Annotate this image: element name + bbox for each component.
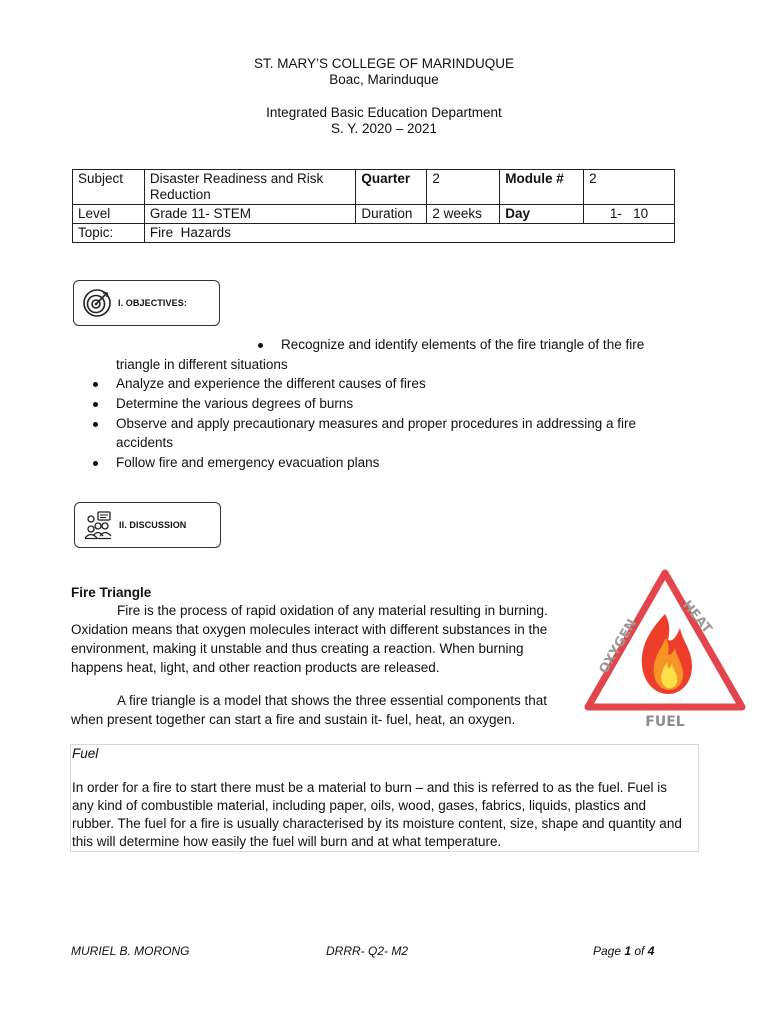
group-discussion-icon: [83, 510, 113, 540]
paragraph-line: In order for a fire to start there must be a material to burn – and this is referred to as the fuel. Fuel is: [72, 780, 668, 795]
module-info-table: [72, 169, 675, 243]
school-location: Boac, Marinduque: [329, 72, 439, 87]
quarter-value: 2: [427, 170, 500, 205]
level-value: Grade 11- STEM: [144, 205, 355, 224]
paragraph-line: happens heat, light, and other reaction products are released.: [71, 660, 440, 675]
objectives-section-header: [73, 280, 220, 326]
bullet-icon: [93, 382, 98, 387]
objective-item: Observe and apply precautionary measures and proper procedures in addressing a fire: [116, 416, 637, 431]
discussion-label: II. DISCUSSION: [119, 520, 187, 530]
paragraph-line: when present together can start a fire and sustain it- fuel, heat, an oxygen.: [71, 712, 516, 727]
paragraph-line: rubber. The fuel for a fire is usually characterised by its moisture content, size, shape and quantity and: [72, 816, 682, 831]
bullet-icon: [258, 343, 263, 348]
paragraph-line: this will determine how easily the fuel will burn and at what temperature.: [72, 834, 502, 849]
footer-page-number: Page 1 of 4: [593, 944, 655, 958]
school-year: S. Y. 2020 – 2021: [330, 121, 438, 136]
objective-item-continued: triangle in different situations: [116, 357, 288, 372]
table-row: [73, 224, 675, 243]
table-row: [73, 205, 675, 224]
footer-code: DRRR- Q2- M2: [326, 944, 409, 958]
paragraph-line: environment, making it unstable and thus creating a reaction. When burning: [71, 641, 524, 656]
subject-label: Subject: [73, 170, 145, 205]
discussion-section-header: [74, 502, 221, 548]
footer-author: MURIEL B. MORONG: [71, 944, 190, 958]
paragraph-line: Oxidation means that oxygen molecules interact with different substances in the: [71, 622, 548, 637]
section-heading: Fire Triangle: [71, 585, 152, 600]
objective-item: Recognize and identify elements of the fire triangle of the fire: [281, 337, 645, 352]
triangle-label-left: OXYGEN: [596, 616, 641, 677]
target-icon: [82, 288, 112, 318]
duration-value: 2 weeks: [427, 205, 500, 224]
day-label: Day: [500, 205, 584, 224]
objective-item: Analyze and experience the different causes of fires: [116, 376, 426, 391]
paragraph-line: any kind of combustible material, including paper, oils, wood, gases, fabrics, liquids, plastics and: [72, 798, 647, 813]
objective-item: Determine the various degrees of burns: [116, 396, 354, 411]
day-value: 1- 10: [584, 205, 675, 224]
bullet-icon: [93, 422, 98, 427]
triangle-label-bottom: FUEL: [645, 714, 685, 730]
paragraph-line: Fire is the process of rapid oxidation of any material resulting in burning.: [117, 603, 548, 618]
topic-label: Topic:: [73, 224, 145, 243]
duration-label: Duration: [356, 205, 427, 224]
subject-value: Disaster Readiness and Risk Reduction: [144, 170, 355, 205]
topic-value: Fire Hazards: [144, 224, 674, 243]
objectives-label: I. OBJECTIVES:: [118, 298, 187, 308]
triangle-label-right: HEAT: [678, 597, 715, 637]
objective-item: Follow fire and emergency evacuation plans: [116, 455, 380, 470]
department-name: Integrated Basic Education Department: [266, 105, 502, 120]
level-label: Level: [73, 205, 145, 224]
bullet-icon: [93, 461, 98, 466]
flame-icon: [642, 614, 692, 694]
bullet-icon: [93, 402, 98, 407]
paragraph-line: A fire triangle is a model that shows the three essential components that: [117, 693, 547, 708]
fuel-box-title: Fuel: [72, 746, 99, 761]
objective-item-continued: accidents: [116, 435, 174, 450]
module-label: Module #: [500, 170, 584, 205]
quarter-label: Quarter: [356, 170, 427, 205]
fire-triangle-graphic: [582, 566, 748, 732]
school-name: ST. MARY’S COLLEGE OF MARINDUQUE: [253, 56, 515, 71]
table-row: [73, 170, 675, 205]
module-value: 2: [584, 170, 675, 205]
